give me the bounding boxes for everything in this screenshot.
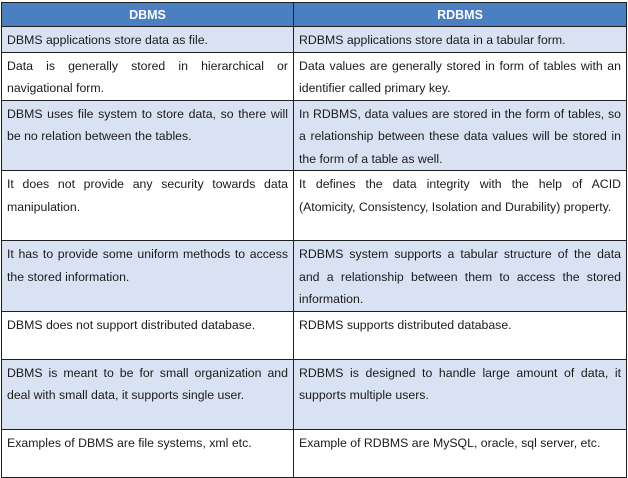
header-dbms: DBMS [2,3,294,27]
dbms-cell: Data is generally stored in hierarchical or navigational form. [2,52,294,100]
rdbms-cell: Example of RDBMS are MySQL, oracle, sql server, etc. [294,429,627,477]
dbms-cell: DBMS applications store data as file. [2,27,294,53]
dbms-cell: DBMS is meant to be for small organization and deal with small data, it supports single user. [2,359,294,429]
rdbms-cell: It defines the data integrity with the help of ACID (Atomicity, Consistency, Isolation and Durability) property. [294,171,627,241]
table-row [2,171,627,241]
dbms-cell: It has to provide some uniform methods to access the stored information. [2,241,294,312]
dbms-cell: Examples of DBMS are file systems, xml etc. [2,429,294,477]
table-row [2,27,627,53]
dbms-vs-rdbms-table [1,2,627,478]
rdbms-cell: In RDBMS, data values are stored in the form of tables, so a relationship between these data values will be stored in the form of a table as well. [294,100,627,171]
rdbms-cell: RDBMS system supports a tabular structure of the data and a relationship between them to access the stored information. [294,241,627,312]
table-row [2,52,627,100]
table-row [2,241,627,312]
table-row [2,359,627,429]
dbms-cell: It does not provide any security towards data manipulation. [2,171,294,241]
rdbms-cell: RDBMS applications store data in a tabular form. [294,27,627,53]
header-rdbms: RDBMS [294,3,627,27]
dbms-cell: DBMS does not support distributed database. [2,311,294,359]
table-row [2,429,627,477]
header-row [2,3,627,27]
rdbms-cell: RDBMS supports distributed database. [294,311,627,359]
rdbms-cell: RDBMS is designed to handle large amount of data, it supports multiple users. [294,359,627,429]
table-row [2,311,627,359]
rdbms-cell: Data values are generally stored in form of tables with an identifier called primary key. [294,52,627,100]
dbms-cell: DBMS uses file system to store data, so there will be no relation between the tables. [2,100,294,171]
table-row [2,100,627,171]
